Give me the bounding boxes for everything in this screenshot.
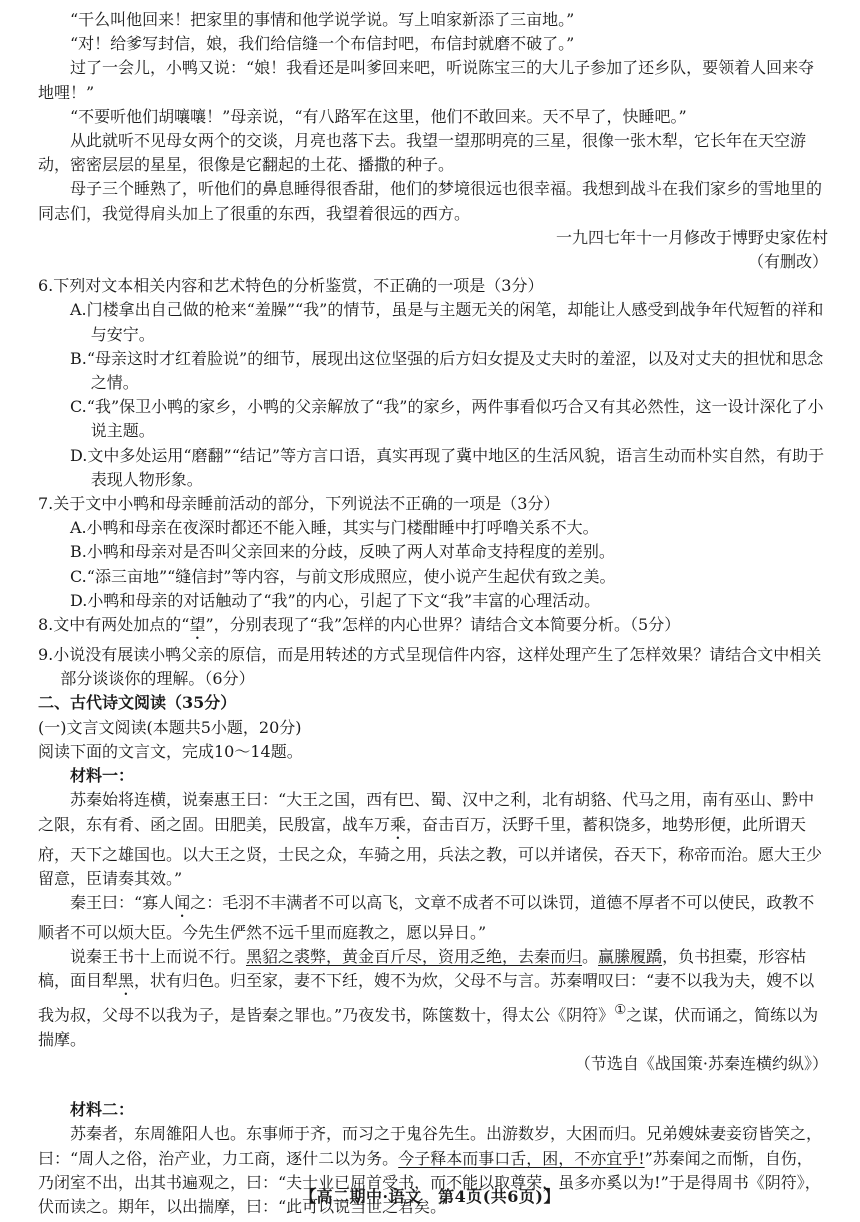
question-6-option-a: A.门楼拿出自己做的枪来“羞臊”“我”的情节，虽是与主题无关的闲笔，却能让人感受到战争年代短暂的祥和与安宁。 [70, 300, 824, 344]
text-run: ，状有归色。归至家，妻不下纴，嫂不为炊，父母不与言。苏秦喟叹曰：“妻不以我为夫，嫂不以我为叔，父母不以我为子，是皆秦之罪也。”乃夜发书，陈箧数十，得太公《阴符》 [38, 971, 815, 1025]
text-run: 苏秦者，东周雒阳人也。东事师于齐，而习之于鬼谷先生。出游数岁，大困而归。兄弟嫂妹妻妾窃皆笑之，曰：“周人之俗，治产业，力工商，逐什二以为务。 [38, 1124, 823, 1168]
question-6-option-b: B.“母亲这时才红着脸说”的细节，展现出这位坚强的后方妇女提及丈夫时的羞涩，以及对丈夫的担忧和思念之情。 [70, 348, 824, 393]
question-8-dotted-char: 望 [189, 615, 206, 635]
question-8-text: 8.文中有两处加点的“ [38, 615, 190, 635]
question-7-stem: 7.关于文中小鸭和母亲睡前活动的部分，下列说法不正确的一项是（3分） [38, 494, 560, 514]
question-6-stem: 6.下列对文本相关内容和艺术特色的分析鉴赏，不正确的一项是（3分） [38, 276, 544, 296]
text-run: ，奋击百万，沃野千里，蓄积饶多，地势形便，此所谓天府，天下之雄国也。以大王之贤，士民之众，车骑之用，兵法之教，可以并诸侯，吞天下，称帝而治。愿大王少留意，臣请奏其效。” [38, 814, 823, 888]
dotted-char: 黑 [118, 971, 135, 991]
exam-page [38, 8, 828, 1219]
material-1-paragraph-3 [38, 945, 828, 1052]
section-subtitle: (一)文言文阅读(本题共5小题，20分) [38, 717, 302, 737]
story-paragraph: 过了一会儿，小鸭又说：“娘！我看还是叫爹回来吧，听说陈宝三的大儿子参加了还乡队，要领着人回来夺地哩！” [38, 58, 815, 102]
question-7-option-b: B.小鸭和母亲对是否叫父亲回来的分歧，反映了两人对革命支持程度的差别。 [70, 542, 615, 562]
text-run: ，负书担橐，形容枯槁，面目犁 [38, 947, 807, 991]
spacer [38, 1076, 828, 1098]
footnote-marker: ① [614, 1003, 627, 1019]
material-1-source: （节选自《战国策·苏秦连横约纵》） [574, 1054, 828, 1074]
underlined-phrase: 赢縢履蹻 [598, 947, 663, 967]
question-9: 9.小说没有展读小鸭父亲的原信，而是用转述的方式呈现信件内容，这样处理产生了怎样效果？请结合文中相关部分谈谈你的理解。（6分） [38, 645, 822, 689]
question-7-option-c: C.“添三亩地”“缝信封”等内容，与前文形成照应，使小说产生起伏有致之美。 [70, 566, 616, 586]
underlined-sentence: 今子释本而事口舌，困，不亦宜乎! [398, 1148, 645, 1168]
section-title: 二、古代诗文阅读（35分） [38, 693, 237, 713]
material-1-paragraph-2 [38, 891, 828, 945]
text-run: 之：毛羽不丰满者不可以高飞，文章不成者不可以诛罚，道德不厚者不可以使民，政教不顺者不可以烦大臣。今先生俨然不远千里而庭教之，愿以异日。” [38, 892, 815, 942]
material-2-label: 材料二： [70, 1100, 135, 1120]
story-paragraph: “不要听他们胡嚷嚷！”母亲说，“有八路军在这里，他们不敢回来。天不早了，快睡吧。” [70, 106, 687, 126]
story-paragraph: 从此就听不见母女两个的交谈，月亮也落下去。我望一望那明亮的三星，很像一张木犁，它长年在天空游动，密密层层的星星，很像是它翻起的土花、播撒的种子。 [38, 131, 807, 175]
text-run: 之谋，伏而诵之，简练以为揣摩。 [38, 1005, 819, 1049]
question-8-text: ”，分别表现了“我”怎样的内心世界？请结合文本简要分析。（5分） [205, 615, 681, 635]
section-instruction: 阅读下面的文言文，完成10～14题。 [38, 741, 303, 761]
underlined-sentence: 黑貂之裘弊，黄金百斤尽，资用乏绝，去秦而归 [246, 947, 583, 967]
dotted-char: 乘 [390, 814, 407, 834]
story-paragraph: “对！给爹写封信，娘，我们给信缝一个布信封吧，布信封就磨不破了。” [70, 34, 575, 54]
story-note: （有删改） [747, 252, 828, 272]
question-8 [38, 613, 828, 643]
text-run: 苏秦始将连横，说秦惠王曰：“大王之国，西有巴、蜀、汉中之利，北有胡貉、代马之用，南有巫山、黔中之限，东有肴、函之固。田肥美，民殷富，战车万 [38, 790, 815, 834]
question-6-option-c: C.“我”保卫小鸭的家乡，小鸭的父亲解放了“我”的家乡，两件事看似巧合又有其必然性，这一设计深化了小说主题。 [70, 397, 824, 441]
story-date: 一九四七年十一月修改于博野史家佐村 [555, 227, 828, 247]
text-run: ”苏秦闻之而惭，自伤，乃闭室不出，出其书遍观之，曰：“夫士业已屈首受书，而不能以取尊荣，虽多亦奚以为!”于是得周书《阴符》，伏而读之。期年，以出揣摩，曰：“此可以说当世之君矣。” [38, 1148, 821, 1217]
text-run: 秦王曰：“寡人 [70, 892, 175, 912]
question-7-option-a: A.小鸭和母亲在夜深时都还不能入睡，其实与门楼酣睡中打呼噜关系不大。 [70, 518, 599, 538]
text-run: 。 [582, 947, 599, 967]
question-7-option-d: D.小鸭和母亲的对话触动了“我”的内心，引起了下文“我”丰富的心理活动。 [70, 590, 601, 610]
story-paragraph: “干么叫他回来！把家里的事情和他学说学说。写上咱家新添了三亩地。” [70, 10, 575, 29]
material-1-paragraph-1 [38, 788, 828, 891]
page-footer: 【高二期中·语文 第4页(共6页)】 [300, 1187, 560, 1206]
material-1-label: 材料一： [70, 766, 135, 786]
story-paragraph: 母子三个睡熟了，听他们的鼻息睡得很香甜，他们的梦境很远也很幸福。我想到战斗在我们家乡的雪地里的同志们，我觉得肩头加上了很重的东西，我望着很远的西方。 [38, 179, 823, 223]
question-6-option-d: D.文中多处运用“磨翻”“结记”等方言口语，真实再现了冀中地区的生活风貌，语言生动而朴实自然，有助于表现人物形象。 [70, 445, 825, 489]
text-run: 说秦王书十上而说不行。 [70, 947, 247, 967]
dotted-char: 闻 [174, 892, 191, 912]
